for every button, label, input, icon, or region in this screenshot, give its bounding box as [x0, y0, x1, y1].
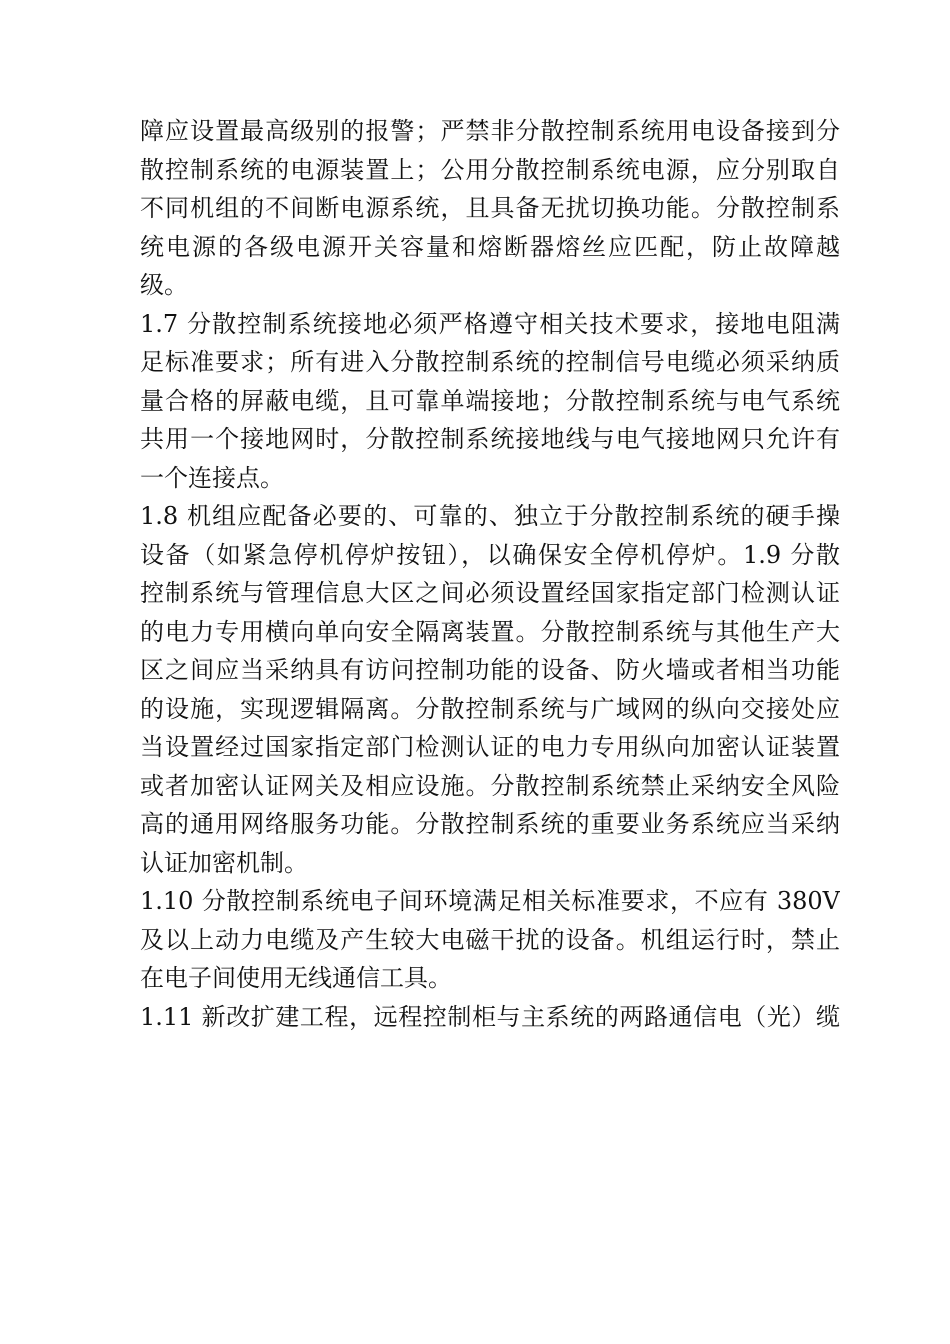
text-line: 1.7 分散控制系统接地必须严格遵守相关技术要求，接地电阻满 — [140, 309, 840, 338]
text-line: 统电源的各级电源开关容量和熔断器熔丝应匹配，防止故障越 — [140, 232, 840, 261]
text-line: 级。 — [140, 271, 188, 299]
document-body — [140, 112, 840, 1036]
text-line: 1.10 分散控制系统电子间环境满足相关标准要求，不应有 380V — [140, 887, 840, 915]
text-line: 高的通用网络服务功能。分散控制系统的重要业务系统应当采纳 — [140, 810, 840, 838]
text-line: 不同机组的不间断电源系统，且具备无扰切换功能。分散控制系 — [140, 194, 840, 222]
text-line: 在电子间使用无线通信工具。 — [140, 964, 452, 992]
text-line: 散控制系统的电源装置上；公用分散控制系统电源，应分别取自 — [140, 155, 840, 184]
text-line: 障应设置最高级别的报警；严禁非分散控制系统用电设备接到分 — [140, 117, 840, 145]
text-line: 认证加密机制。 — [140, 848, 308, 877]
text-line: 的电力专用横向单向安全隔离装置。分散控制系统与其他生产大 — [140, 617, 840, 646]
text-line: 或者加密认证网关及相应设施。分散控制系统禁止采纳安全风险 — [140, 771, 840, 800]
text-line: 足标准要求；所有进入分散控制系统的控制信号电缆必须采纳质 — [140, 348, 840, 376]
text-line: 控制系统与管理信息大区之间必须设置经国家指定部门检测认证 — [140, 579, 840, 607]
text-line: 区之间应当采纳具有访问控制功能的设备、防火墙或者相当功能 — [140, 656, 840, 684]
text-line: 1.11 新改扩建工程，远程控制柜与主系统的两路通信电（光）缆 — [140, 1002, 840, 1031]
text-line: 1.8 机组应配备必要的、可靠的、独立于分散控制系统的硬手操 — [140, 502, 840, 530]
text-line: 一个连接点。 — [140, 463, 284, 492]
text-line: 及以上动力电缆及产生较大电磁干扰的设备。机组运行时，禁止 — [140, 925, 840, 954]
text-line: 当设置经过国家指定部门检测认证的电力专用纵向加密认证装置 — [140, 733, 840, 761]
text-line: 量合格的屏蔽电缆，且可靠单端接地；分散控制系统与电气系统 — [140, 386, 840, 415]
text-line: 的设施，实现逻辑隔离。分散控制系统与广域网的纵向交接处应 — [140, 694, 840, 723]
text-line: 设备（如紧急停机停炉按钮），以确保安全停机停炉。1.9 分散 — [140, 540, 840, 569]
text-line: 共用一个接地网时，分散控制系统接地线与电气接地网只允许有 — [140, 425, 840, 453]
